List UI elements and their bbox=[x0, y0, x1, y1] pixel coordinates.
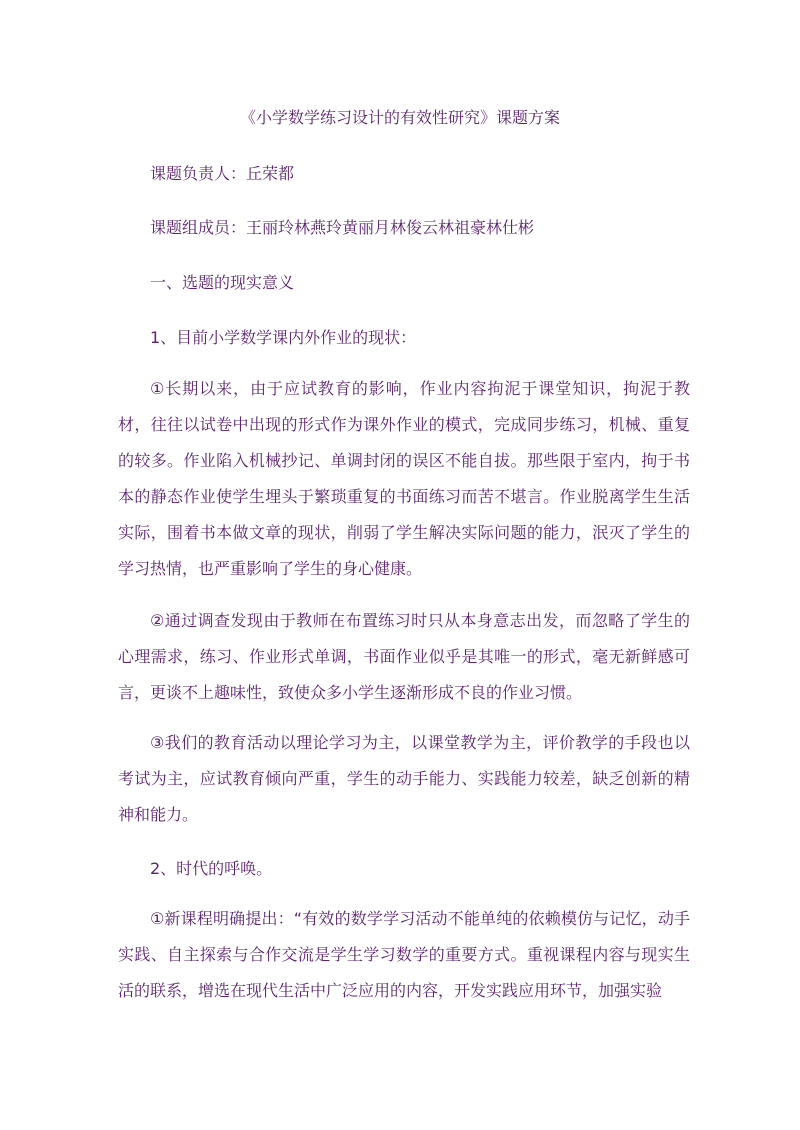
project-members-line: 课题组成员：王丽玲林燕玲黄丽月林俊云林祖豪林仕彬 bbox=[150, 218, 535, 237]
document-title: 《小学数学练习设计的有效性研究》课题方案 bbox=[239, 108, 560, 127]
subheading-1: 1、目前小学数学课内外作业的现状： bbox=[150, 328, 417, 347]
section-heading-1: 一、选题的现实意义 bbox=[150, 273, 295, 292]
subheading-2: 2、时代的呼唤。 bbox=[150, 859, 273, 878]
paragraph-2: ②通过调查发现由于教师在布置练习时只从本身意志出发，而忽略了学生的心理需求，练习、作业形式单调，书面作业似乎是其唯一的形式，毫无新鲜感可言，更谈不上趣味性，致使众多小学生逐渐形成不良的作业习惯。 bbox=[118, 611, 690, 702]
paragraph-1: ①长期以来，由于应试教育的影响，作业内容拘泥于课堂知识，拘泥于教材，往往以试卷中出现的形式作为课外作业的模式，完成同步练习，机械、重复的较多。作业陷入机械抄记、单调封闭的误区不能自拔。那些限于室内，拘于书本的静态作业使学生埋头于繁琐重复的书面练习而苦不堪言。作业脱离学生生活实际，围着书本做文章的现状，削弱了学生解决实际问题的能力，泯灭了学生的学习热情，也严重影响了学生的身心健康。 bbox=[118, 379, 690, 578]
project-leader-line: 课题负责人：丘荣都 bbox=[150, 164, 295, 183]
paragraph-3: ③我们的教育活动以理论学习为主，以课堂教学为主，评价教学的手段也以考试为主，应试教育倾向严重，学生的动手能力、实践能力较差，缺乏创新的精神和能力。 bbox=[118, 733, 690, 824]
paragraph-4: ①新课程明确提出：“有效的数学学习活动不能单纯的依赖模仿与记忆，动手实践、自主探索与合作交流是学生学习数学的重要方式。重视课程内容与现实生活的联系，增选在现代生活中广泛应用的内容，开发实践应用环节，加强实验 bbox=[118, 909, 690, 1000]
